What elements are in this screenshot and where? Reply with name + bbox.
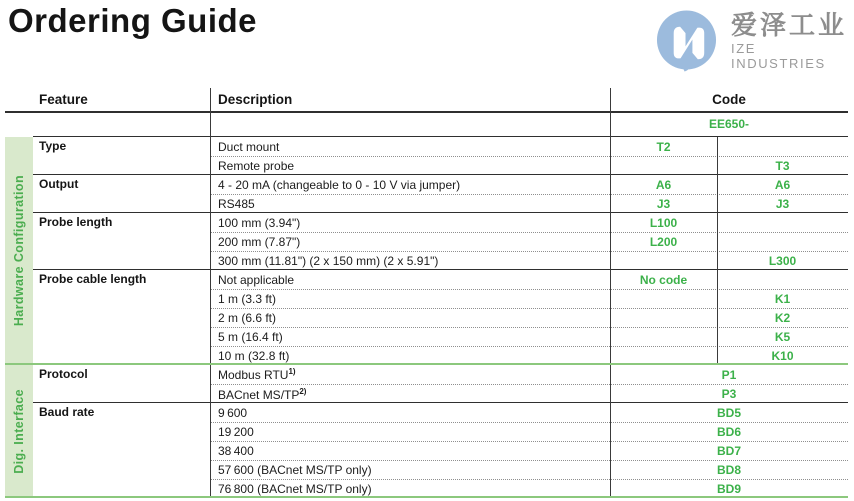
description-cell: 9 600 [218,405,248,420]
description-cell: Not applicable [218,272,295,287]
code-cell-left: T2 [656,139,671,154]
sidebar-dig-interface [5,365,33,498]
table-row [210,137,848,156]
table-row [210,384,848,403]
code-cell-right: K1 [774,292,791,306]
footnote-marker: 2) [299,386,307,396]
table-bottom-line [5,496,848,498]
rows-column [210,175,848,213]
rows-column [210,403,848,498]
code-cell-right: K10 [771,349,794,363]
code-cell: BD7 [716,444,741,458]
wrench-logo-icon [655,8,718,74]
table-row [210,441,848,460]
section-label-dig-interface: Dig. Interface [12,389,26,474]
feature-group [33,175,848,213]
section-divider-line [5,363,848,365]
ordering-table [5,88,848,498]
code-prefix: EE650- [708,117,750,131]
code-cell-right: J3 [775,197,790,211]
table-row [210,175,848,194]
feature-label: Probe length [39,215,113,229]
rows-column [210,213,848,270]
sidebar-hardware-configuration [5,137,33,365]
feature-label: Type [39,139,67,153]
code-subcolumn-divider [717,137,718,365]
feature-group [33,403,848,498]
code-cell: BD6 [716,425,741,439]
description-cell: 38 400 [218,444,254,458]
page-title: Ordering Guide [8,2,258,39]
description-cell: 5 m (16.4 ft) [218,330,283,344]
code-cell: BD9 [716,482,741,496]
description-cell: Remote probe [218,159,295,173]
feature-label: Output [39,177,79,191]
table-row [210,232,848,251]
code-cell-right: K5 [774,330,791,344]
code-column-header: Code [712,92,746,107]
feature-label: Probe cable length [39,272,147,286]
table-row [210,327,848,346]
section-hardware-configuration [5,137,848,365]
company-logo [655,8,854,74]
rows-column [210,270,848,365]
logo-english-name: IZE INDUSTRIES [731,41,826,72]
code-cell-left: A6 [655,177,672,192]
code-cell-left: L200 [649,235,678,249]
code-cell-left: No code [639,272,688,287]
description-cell: BACnet MS/TP$^{2)}$ [218,386,307,402]
feature-description-divider [210,88,211,498]
table-row [210,460,848,479]
code-cell-left: L100 [649,215,678,230]
description-code-divider [610,88,611,498]
section-label-hardware-configuration: Hardware Configuration [12,175,26,327]
description-cell: 76 800 (BACnet MS/TP only) [218,482,372,496]
code-cell-right: L300 [768,254,797,268]
feature-column-header: Feature [39,92,88,107]
description-column-header: Description [218,92,293,107]
code-cell-right: A6 [774,177,791,192]
table-header-row [5,88,848,113]
footnote-marker: 1) [288,367,296,376]
code-cell-left: J3 [656,197,671,211]
description-cell: Modbus RTU$^{1)}$ [218,367,296,382]
table-row [210,270,848,289]
table-row [210,213,848,232]
code-cell-right: K2 [774,311,791,325]
code-cell: BD5 [716,405,741,420]
description-cell: 100 mm (3.94") [218,215,301,230]
table-row [210,251,848,270]
description-cell: 200 mm (7.87") [218,235,301,249]
table-row [210,156,848,175]
description-cell: 57 600 (BACnet MS/TP only) [218,463,372,477]
table-row [210,422,848,441]
description-cell: 300 mm (11.81") (2 x 150 mm) (2 x 5.91") [218,254,439,268]
code-prefix-row [33,113,848,137]
logo-chinese-name: 爱泽工业 [731,9,848,40]
feature-group [33,137,848,175]
code-cell: P3 [721,387,737,401]
table-body [5,137,848,498]
table-row [210,194,848,213]
rows-column [210,365,848,403]
description-cell: 1 m (3.3 ft) [218,292,277,306]
table-row [210,403,848,422]
table-row [210,289,848,308]
logo-text [731,11,854,72]
feature-group [33,270,848,365]
description-cell: 2 m (6.6 ft) [218,311,277,325]
section-dig-interface [5,365,848,498]
description-cell: 19 200 [218,425,254,439]
description-cell: 10 m (32.8 ft) [218,349,290,363]
feature-label: Protocol [39,367,88,381]
code-cell: BD8 [716,463,741,477]
description-cell: 4 - 20 mA (changeable to 0 - 10 V via jumper) [218,177,461,192]
code-cell-right: T3 [775,159,790,173]
code-cell: P1 [721,367,737,382]
description-cell: Duct mount [218,139,280,154]
rows-column [210,137,848,175]
feature-group [33,213,848,270]
feature-group [33,365,848,403]
description-cell: RS485 [218,197,255,211]
feature-label: Baud rate [39,405,95,419]
table-row [210,365,848,384]
table-row [210,308,848,327]
